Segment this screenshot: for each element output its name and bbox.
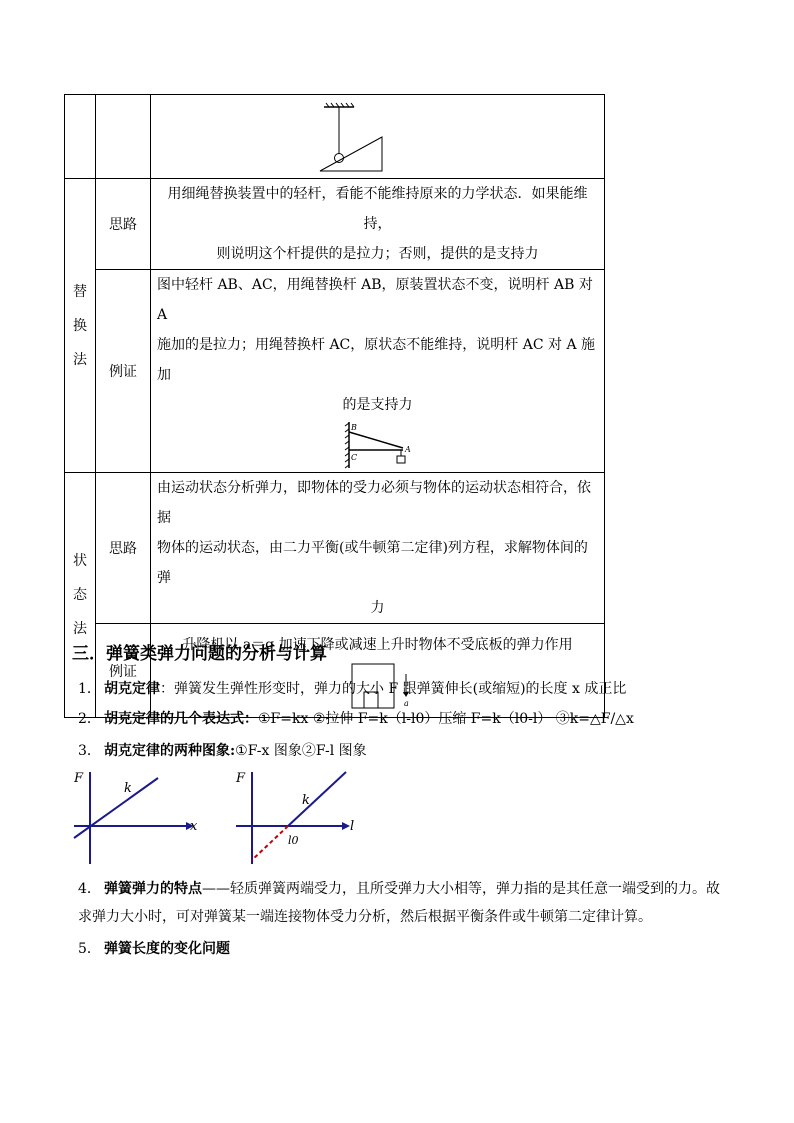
list-item: 4． 弹簧弹力的特点——轻质弹簧两端受力，且所受弹力大小相等，弹力指的是其任意一端受到的力。故 [78, 881, 720, 897]
idea-text: 由运动状态分析弹力，即物体的受力必须与物体的运动状态相符合，依据 物体的运动状态，由二力平衡(或牛顿第二定律)列方程，求解物体间的弹 力 [151, 473, 605, 624]
svg-text:a: a [403, 698, 409, 708]
svg-text:k: k [124, 781, 132, 796]
example-label: 例证 [96, 270, 151, 473]
list-item-continued: 求弹力大小时，可对弹簧某一端连接物体受力分析，然后根据平衡条件或牛顿第二定律计算。 [78, 909, 652, 925]
graph-f-x [70, 768, 200, 868]
svg-text:B: B [350, 423, 357, 432]
example-text: 图中轻杆 AB、AC，用绳替换杆 AB，原装置状态不变，说明杆 AB 对 A 施加的是拉力；用绳替换杆 AC，原状态不能维持，说明杆 AC 对 A 施加 的是支持力 B C A [151, 270, 605, 473]
incline-ball-figure [318, 101, 438, 173]
list-item: 2． 胡克定律的几个表达式：①F=kx ②拉伸 F=k（l-l0）压缩 F=k（l0-l） ③k=△F/△x [78, 711, 634, 727]
svg-text:C: C [350, 453, 357, 462]
svg-text:A: A [404, 445, 411, 454]
section-title: 三．弹簧类弹力问题的分析与计算 [72, 644, 327, 664]
svg-text:F: F [74, 771, 84, 786]
example-text: 升降机以 a＝g 加速下降或减速上升时物体不受底板的弹力作用 a [151, 624, 605, 718]
idea-text: 用细绳替换装置中的轻杆，看能不能维持原来的力学状态．如果能维持， 则说明这个杆提供的是拉力；否则，提供的是支持力 [151, 179, 605, 270]
svg-text:l: l [350, 819, 355, 834]
list-item: 5． 弹簧长度的变化问题 [78, 941, 230, 957]
rod-rope-figure [343, 420, 413, 472]
svg-text:k: k [302, 793, 310, 808]
example-label: 例证 [96, 624, 151, 718]
method-replacement: 替 换 法 [65, 179, 96, 473]
method-state: 状 态 法 [65, 473, 96, 718]
table-cell-empty [96, 95, 151, 179]
svg-text:x: x [190, 819, 198, 834]
graph-f-l [232, 768, 362, 868]
method-table [64, 94, 605, 718]
table-cell-empty [65, 95, 96, 179]
figure-cell-pulley [151, 95, 605, 179]
svg-text:l0: l0 [288, 834, 299, 847]
svg-text:F: F [236, 771, 246, 786]
idea-label: 思路 [96, 179, 151, 270]
idea-label: 思路 [96, 473, 151, 624]
list-item: 3． 胡克定律的两种图象:①F-x 图象②F-l 图象 [78, 743, 367, 759]
list-item: 1． 胡克定律：弹簧发生弹性形变时，弹力的大小 F 跟弹簧伸长(或缩短)的长度 x 成正比 [78, 681, 627, 697]
